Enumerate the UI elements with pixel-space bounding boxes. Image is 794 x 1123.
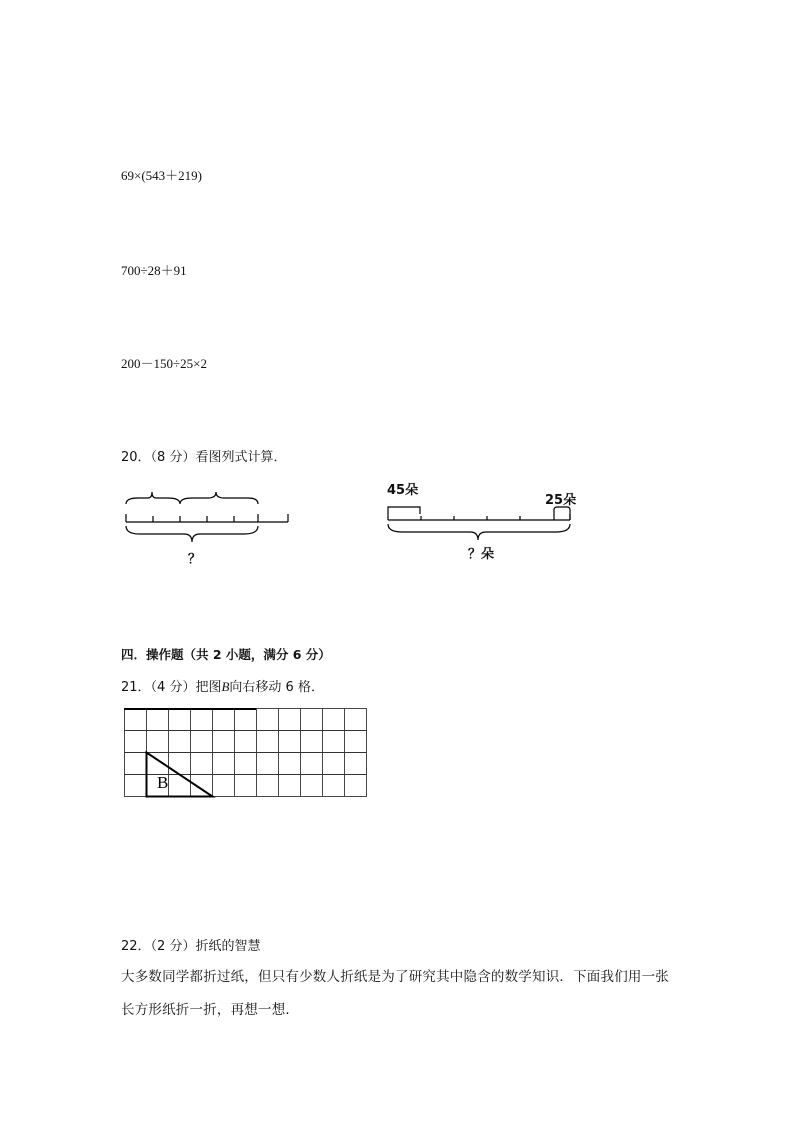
triangle-label: B	[157, 773, 169, 792]
question-number: 22．	[121, 939, 151, 954]
square-grid	[124, 708, 374, 803]
expression-2: 700÷28＋91	[121, 263, 187, 278]
question-text-end: 向右移动 6 格．	[229, 680, 324, 695]
left-bracket	[388, 507, 420, 514]
question-20-heading	[121, 446, 286, 465]
question-score: （2 分）	[150, 939, 196, 954]
expression-3: 200－150÷25×2	[121, 356, 207, 371]
diagram-2-left-label: 45朵	[387, 483, 419, 498]
question-title: 折纸的智慧	[195, 939, 261, 954]
section-title: 四．操作题（共 2 小题，满分 6 分）	[121, 647, 331, 662]
question-22-line-2: 长方形纸折一折，再想一想．	[121, 1002, 300, 1018]
bottom-brace	[388, 524, 570, 540]
question-text: 看图列式计算．	[195, 450, 287, 465]
bottom-brace	[126, 526, 258, 542]
top-brace-small	[126, 492, 180, 504]
question-score: （4 分）	[150, 680, 196, 695]
question-score: （8 分）	[150, 450, 196, 465]
figure-name: B	[221, 679, 230, 694]
segment-diagram-1	[120, 488, 320, 568]
question-21-heading	[121, 676, 324, 695]
top-brace-large	[180, 492, 258, 504]
question-22-line-1: 大多数同学都折过纸，但只有少数人折纸是为了研究其中隐含的数学知识．下面我们用一张	[121, 969, 669, 985]
expression-1: 69×(543＋219)	[121, 168, 202, 183]
question-number: 20．	[121, 450, 151, 465]
right-bracket	[554, 507, 570, 520]
question-22-heading	[121, 935, 260, 954]
diagram-2-right-label: 25朵	[545, 493, 577, 508]
question-text: 把图	[195, 680, 222, 695]
diagram-2-total-label: ？朵	[468, 547, 495, 562]
question-number: 21．	[121, 680, 151, 695]
diagram-1-question-mark: ？	[188, 552, 202, 567]
